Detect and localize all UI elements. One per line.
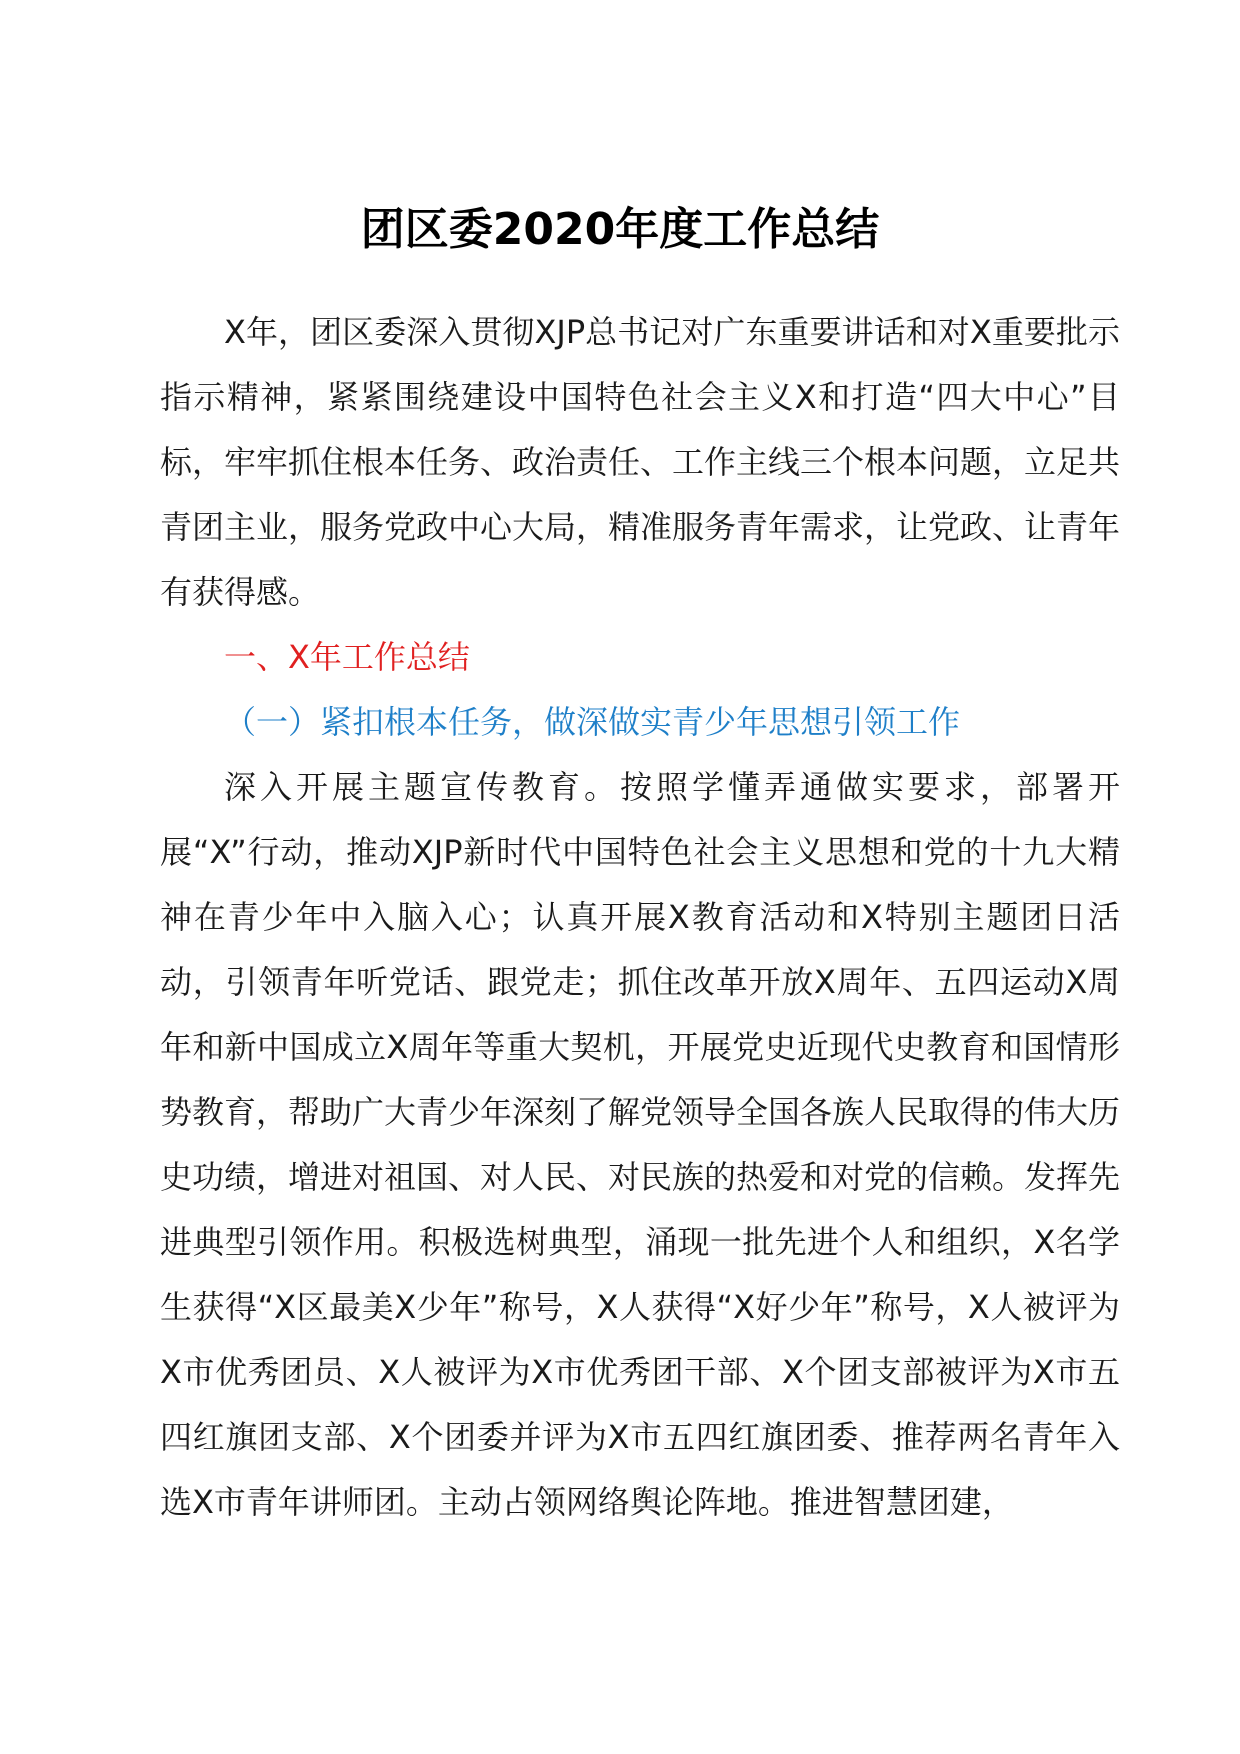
document-body — [160, 300, 1120, 1535]
section-heading-1: 一、X年工作总结 — [224, 638, 470, 676]
subsection-heading-1: （一）紧扣根本任务，做深做实青少年思想引领工作 — [224, 703, 961, 741]
document-title: 团区委2020年度工作总结 — [360, 204, 880, 255]
body-paragraph: 深入开展主题宣传教育。按照学懂弄通做实要求，部署开展“X”行动，推动XJP新时代中国特色社会主义思想和党的十九大精神在青少年中入脑入心；认真开展X教育活动和X特别主题团日活动，引领青年听党话、跟党走；抓住改革开放X周年、五四运动X周年和新中国成立X周年等重大契机，开展党史近现代史教育和国情形势教育，帮助广大青少年深刻了解党领导全国各族人民取得的伟大历史功绩，增进对祖国、对人民、对民族的热爱和对党的信赖。发挥先进典型引领作用。积极选树典型，涌现一批先进个人和组织，X名学生获得“X区最美X少年”称号，X人获得“X好少年”称号，X人被评为X市优秀团员、X人被评为X市优秀团干部、X个团支部被评为X市五四红旗团支部、X个团委并评为X市五四红旗团委、推荐两名青年入选X市青年讲师团。主动占领网络舆论阵地。推进智慧团建， — [160, 768, 1121, 1521]
intro-paragraph: X年，团区委深入贯彻XJP总书记对广东重要讲话和对X重要批示指示精神，紧紧围绕建设中国特色社会主义X和打造“四大中心”目标，牢牢抓住根本任务、政治责任、工作主线三个根本问题，立足共青团主业，服务党政中心大局，精准服务青年需求，让党政、让青年有获得感。 — [160, 313, 1121, 611]
